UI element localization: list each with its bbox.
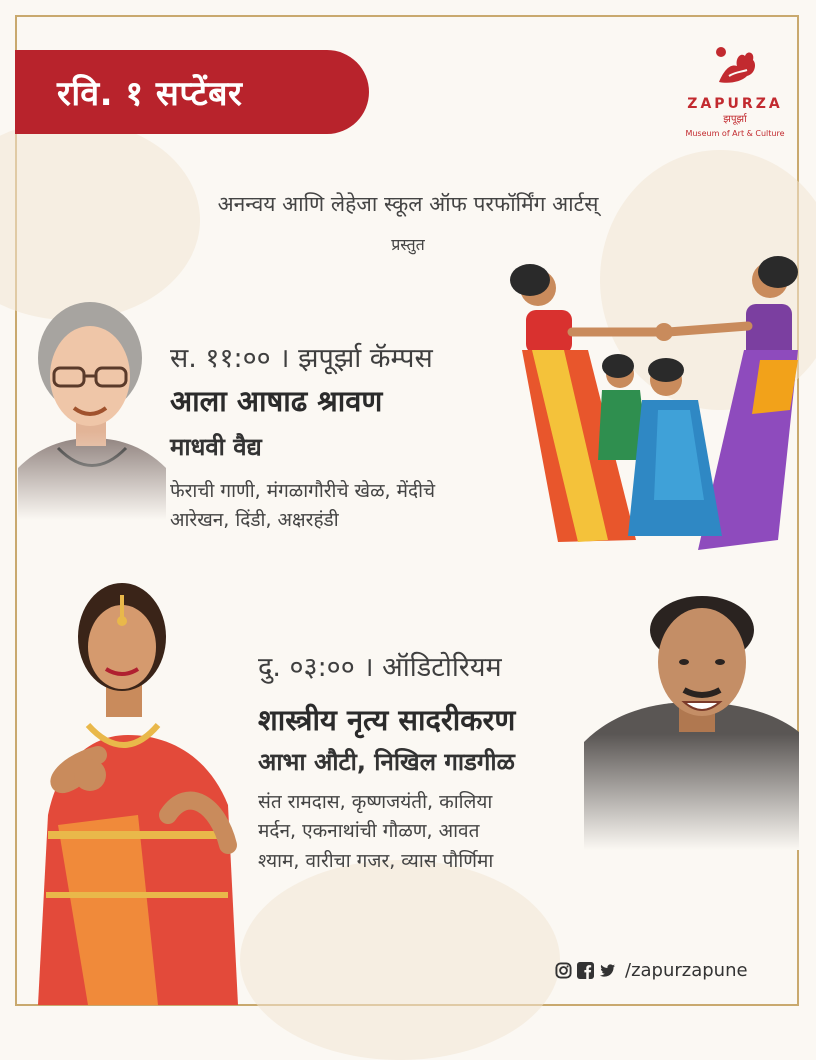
session2-desc-line3: श्याम, वारीचा गजर, व्यास पौर्णिमा <box>258 849 494 872</box>
logo-tagline: Museum of Art & Culture <box>685 129 785 138</box>
social-links <box>555 960 748 981</box>
session1-performer: माधवी वैद्य <box>170 433 262 461</box>
date-banner <box>15 50 369 134</box>
session2-performers: आभा औटी, निखिल गाडगीळ <box>258 748 515 776</box>
performer-photo-abha <box>18 565 258 1005</box>
performer-photo-madhavi <box>18 298 166 520</box>
session2-info <box>258 647 578 876</box>
presenters-line: अनन्वय आणि लेहेजा स्कूल ऑफ परफॉर्मिंग आर्टस् <box>217 192 599 216</box>
session1-info <box>170 338 435 536</box>
event-date: रवि. १ सप्टेंबर <box>57 74 243 114</box>
session2-time-venue: दु. ०३:०० । ऑडिटोरियम <box>258 652 502 683</box>
performer-photo-nikhil <box>584 592 799 850</box>
session1-desc-line1: फेराची गाणी, मंगळागौरीचे खेळ, मेंदीचे <box>170 480 436 502</box>
logo-brand-marathi: झपूर्झा <box>723 114 747 125</box>
instagram-icon[interactable] <box>555 962 572 979</box>
session1-title: आला आषाढ श्रावण <box>170 384 383 418</box>
session2-desc-line2: मर्दन, एकनाथांची गौळण, आवत <box>258 820 480 843</box>
session2-title: शास्त्रीय नृत्य सादरीकरण <box>258 703 516 737</box>
logo-brand: ZAPURZA <box>687 96 783 112</box>
women-dancing-illustration <box>508 250 800 560</box>
zapurza-logo <box>676 42 794 138</box>
session1-time-venue: स. ११:०० । झपूर्झा कॅम्पस <box>170 343 433 374</box>
session1-desc-line2: आरेखन, दिंडी, अक्षरहंडी <box>170 509 339 532</box>
hand-logo-icon <box>711 42 759 90</box>
social-handle[interactable]: /zapurzapune <box>625 960 748 981</box>
session2-desc-line1: संत रामदास, कृष्णजयंती, कालिया <box>258 791 493 813</box>
facebook-icon[interactable] <box>577 962 594 979</box>
presents-label: प्रस्तुत <box>391 235 425 254</box>
twitter-icon[interactable] <box>599 962 616 979</box>
